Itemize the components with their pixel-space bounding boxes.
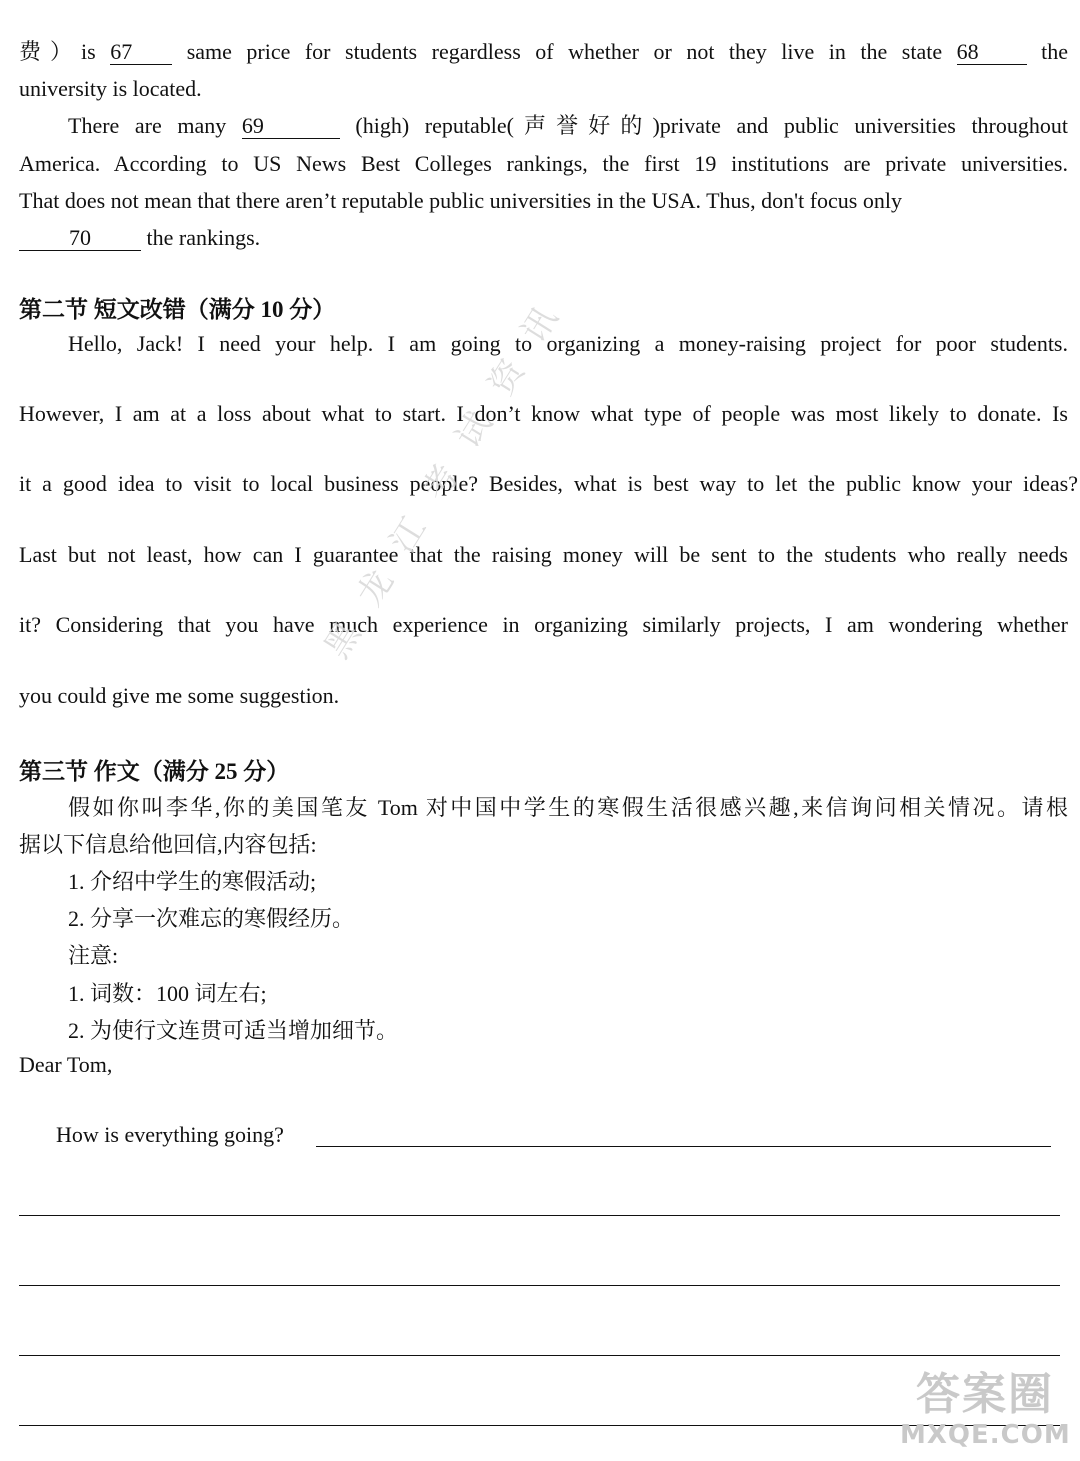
proofread-line-4: Last but not least, how can I guarantee that the raising money will be sent to the students who really needs (19, 542, 1068, 567)
proofread-line-3: it a good idea to visit to local business people? Besides, what is best way to let the public know your ideas? (19, 471, 1078, 496)
blank-67: 67 (110, 40, 172, 65)
essay-item-1: 1. 介绍中学生的寒假活动; (68, 869, 317, 894)
letter-salutation: Dear Tom, (19, 1052, 113, 1077)
logo-top-text: 答案圈 (916, 1369, 1054, 1420)
watermark: 黑龙江考试资讯 (316, 276, 581, 666)
site-logo (900, 1370, 1070, 1454)
answer-line[interactable] (19, 1215, 1060, 1216)
letter-opening: How is everything going? (56, 1122, 284, 1147)
essay-prompt-line-2: 据以下信息给他回信,内容包括: (19, 832, 317, 857)
cloze-text: the (1026, 39, 1068, 64)
cloze-text: (high) reputable(声誉好的)private and public universities throughout (339, 113, 1068, 138)
essay-item-2: 2. 分享一次难忘的寒假经历。 (68, 906, 355, 931)
essay-note-2: 2. 为使行文连贯可适当增加细节。 (68, 1018, 399, 1043)
section-2-title: 第二节 短文改错 (19, 297, 186, 322)
section-3-title: 第三节 作文 (19, 759, 140, 784)
cloze-text: 费）is (19, 39, 111, 64)
cloze-line-3 (68, 112, 1068, 140)
essay-prompt-line-1: 假如你叫李华,你的美国笔友 Tom 对中国中学生的寒假生活很感兴趣,来信询问相关情况。请根 (68, 795, 1068, 820)
section-3-score: （满分 25 分） (139, 759, 290, 784)
logo-bottom-text: MXQE.COM (900, 1420, 1071, 1450)
cloze-text: same price for students regardless of whether or not they live in the state (172, 39, 957, 64)
proofread-line-6: you could give me some suggestion. (19, 683, 340, 708)
cloze-line-5: That does not mean that there aren’t reputable public universities in the USA. Thus, don't focus only (19, 188, 902, 213)
essay-note-label: 注意: (68, 943, 119, 968)
essay-note-1: 1. 词数：100 词左右; (68, 981, 267, 1006)
blank-68: 68 (957, 40, 1027, 65)
cloze-line-2: university is located. (19, 76, 202, 101)
cloze-text: the rankings. (141, 225, 261, 250)
answer-line[interactable] (19, 1285, 1060, 1286)
answer-line[interactable] (19, 1355, 1060, 1356)
cloze-line-1 (19, 38, 1068, 66)
proofread-line-1: Hello, Jack! I need your help. I am going to organizing a money-raising project for poor students. (68, 331, 1068, 356)
cloze-line-4: America. According to US News Best Colleges rankings, the first 19 institutions are private universities. (19, 151, 1068, 176)
cloze-text: There are many (68, 113, 242, 138)
cloze-line-6 (19, 224, 1068, 252)
blank-70: 70 (19, 226, 141, 251)
blank-69: 69 (242, 114, 340, 139)
proofread-line-2: However, I am at a loss about what to start. I don’t know what type of people was most likely to donate. Is (19, 401, 1068, 426)
section-3-heading (19, 758, 1068, 786)
section-2-score: （满分 10 分） (185, 297, 336, 322)
proofread-line-5: it? Considering that you have much experience in organizing similarly projects, I am wondering whether (19, 612, 1068, 637)
answer-line[interactable] (316, 1146, 1051, 1147)
